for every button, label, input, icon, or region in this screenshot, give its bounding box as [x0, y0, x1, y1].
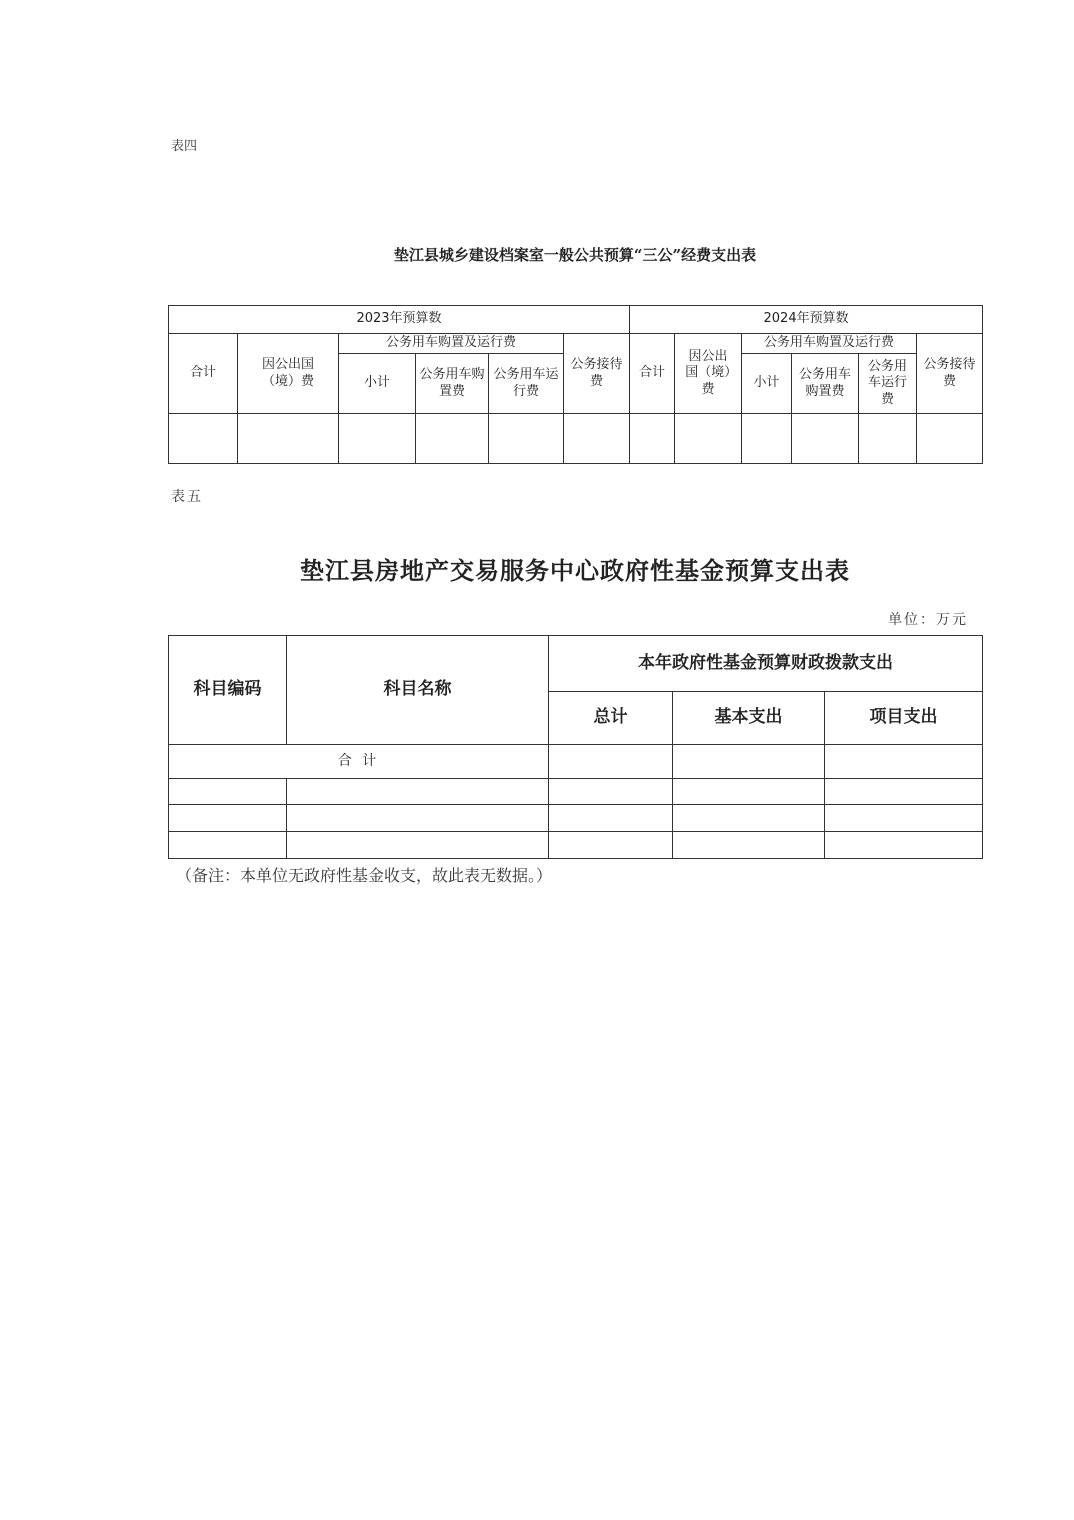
unit-label: 单位：万元: [888, 612, 968, 628]
table4-three-public-expenses: [168, 305, 983, 464]
table-row: [169, 414, 983, 464]
t5-name-header: 科目名称: [287, 636, 549, 745]
t5-basic-header: 基本支出: [673, 692, 825, 745]
t4-2024-vehicle-group-header: 公务用车购置及运行费: [742, 334, 917, 354]
table4-title: 垫江县城乡建设档案室一般公共预算“三公”经费支出表: [393, 246, 757, 264]
table5-label: 表五: [171, 489, 203, 505]
t4-2024-total-header: 合计: [630, 334, 675, 414]
t5-code-header: 科目编码: [169, 636, 287, 745]
t4-2023-vehicle-purchase-header: 公务用车购置费: [416, 354, 489, 414]
table5-title: 垫江县房地产交易服务中心政府性基金预算支出表: [300, 556, 850, 585]
table4-label: 表四: [171, 139, 198, 154]
t4-2024-reception-header: 公务接待费: [917, 334, 983, 414]
table5-government-fund-expenses: [168, 635, 983, 859]
t5-sum-row-label: 合 计: [169, 745, 549, 779]
t5-total-header: 总计: [549, 692, 673, 745]
t4-2023-abroad-header: 因公出国（境）费: [238, 334, 339, 414]
table5-note: （备注：本单位无政府性基金收支，故此表无数据。）: [176, 866, 553, 885]
table-row: [169, 779, 983, 805]
year-2024-header: 2024年预算数: [630, 306, 983, 334]
t4-2023-reception-header: 公务接待费: [564, 334, 630, 414]
t4-2023-total-header: 合计: [169, 334, 238, 414]
year-2023-header: 2023年预算数: [169, 306, 630, 334]
t4-2024-vehicle-purchase-header: 公务用车购置费: [792, 354, 859, 414]
t5-group-header: 本年政府性基金预算财政拨款支出: [549, 636, 983, 692]
t4-2024-vehicle-operation-header: 公务用车运行费: [859, 354, 917, 414]
table-row: [169, 745, 983, 779]
table-row: [169, 832, 983, 859]
t4-2023-subtotal-header: 小计: [339, 354, 416, 414]
t4-2023-vehicle-operation-header: 公务用车运行费: [489, 354, 564, 414]
t4-2024-abroad-header: 因公出国（境）费: [675, 334, 742, 414]
t4-2024-subtotal-header: 小计: [742, 354, 792, 414]
table-row: [169, 805, 983, 832]
t5-project-header: 项目支出: [825, 692, 983, 745]
t4-2023-vehicle-group-header: 公务用车购置及运行费: [339, 334, 564, 354]
